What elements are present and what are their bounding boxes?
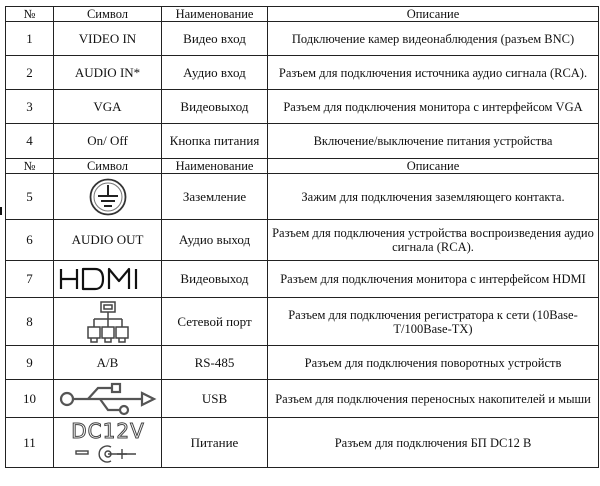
row-symbol: VGA <box>54 90 162 124</box>
hdmi-logo-icon <box>58 266 158 292</box>
row-symbol <box>54 261 162 298</box>
ground-icon <box>88 177 128 217</box>
table-header-row <box>6 7 599 22</box>
row-name: Видеовыход <box>162 261 268 298</box>
row-name: Сетевой порт <box>162 298 268 346</box>
row-description: Разъем для подключения поворотных устройств <box>268 346 599 380</box>
row-symbol: AUDIO IN* <box>54 56 162 90</box>
row-description: Разъем для подключения БП DC12 В <box>268 418 599 468</box>
header-description: Описание <box>268 159 599 174</box>
table-row <box>6 380 599 418</box>
margin-mark <box>0 207 2 215</box>
row-description: Зажим для подключения заземляющего контакта. <box>268 174 599 220</box>
table-row <box>6 261 599 298</box>
row-symbol: On/ Off <box>54 124 162 159</box>
header-name: Наименование <box>162 7 268 22</box>
header-number: № <box>6 159 54 174</box>
network-icon <box>86 300 130 344</box>
header-number: № <box>6 7 54 22</box>
row-number: 9 <box>6 346 54 380</box>
usb-icon <box>58 382 158 416</box>
row-number: 11 <box>6 418 54 468</box>
table-row <box>6 56 599 90</box>
header-symbol: Символ <box>54 159 162 174</box>
row-number: 6 <box>6 220 54 261</box>
row-symbol <box>54 380 162 418</box>
row-name: Заземление <box>162 174 268 220</box>
row-number: 5 <box>6 174 54 220</box>
table-header-row <box>6 159 599 174</box>
table-row <box>6 22 599 56</box>
row-description: Разъем для подключения переносных накопителей и мыши <box>268 380 599 418</box>
row-description: Включение/выключение питания устройства <box>268 124 599 159</box>
row-symbol: VIDEO IN <box>54 22 162 56</box>
row-description: Разъем для подключения регистратора к сети (10Base-T/100Base-TX) <box>268 298 599 346</box>
table-row <box>6 174 599 220</box>
row-name: USB <box>162 380 268 418</box>
table-row <box>6 90 599 124</box>
svg-text:DC12V: DC12V <box>70 418 145 443</box>
row-name: Питание <box>162 418 268 468</box>
row-symbol <box>54 174 162 220</box>
row-symbol: A/B <box>54 346 162 380</box>
header-description: Описание <box>268 7 599 22</box>
row-name: RS-485 <box>162 346 268 380</box>
table-row <box>6 220 599 261</box>
table-row <box>6 124 599 159</box>
row-name: Кнопка питания <box>162 124 268 159</box>
row-number: 7 <box>6 261 54 298</box>
row-description: Разъем для подключения монитора с интерфейсом VGA <box>268 90 599 124</box>
row-number: 2 <box>6 56 54 90</box>
row-name: Аудио выход <box>162 220 268 261</box>
row-number: 4 <box>6 124 54 159</box>
header-name: Наименование <box>162 159 268 174</box>
row-number: 3 <box>6 90 54 124</box>
table-row <box>6 298 599 346</box>
row-symbol <box>54 298 162 346</box>
row-name: Видео вход <box>162 22 268 56</box>
row-description: Разъем для подключения монитора с интерфейсом HDMI <box>268 261 599 298</box>
connector-table <box>5 6 599 468</box>
row-description: Разъем для подключения устройства воспроизведения аудио сигнала (RCA). <box>268 220 599 261</box>
row-number: 8 <box>6 298 54 346</box>
row-name: Видеовыход <box>162 90 268 124</box>
row-number: 10 <box>6 380 54 418</box>
table-row <box>6 346 599 380</box>
row-description: Разъем для подключения источника аудио сигнала (RCA). <box>268 56 599 90</box>
row-name: Аудио вход <box>162 56 268 90</box>
row-symbol: AUDIO OUT <box>54 220 162 261</box>
row-description: Подключение камер видеонаблюдения (разъем BNC) <box>268 22 599 56</box>
row-symbol <box>54 418 162 468</box>
row-number: 1 <box>6 22 54 56</box>
dc12v-power-icon <box>58 419 158 467</box>
header-symbol: Символ <box>54 7 162 22</box>
table-row <box>6 418 599 468</box>
